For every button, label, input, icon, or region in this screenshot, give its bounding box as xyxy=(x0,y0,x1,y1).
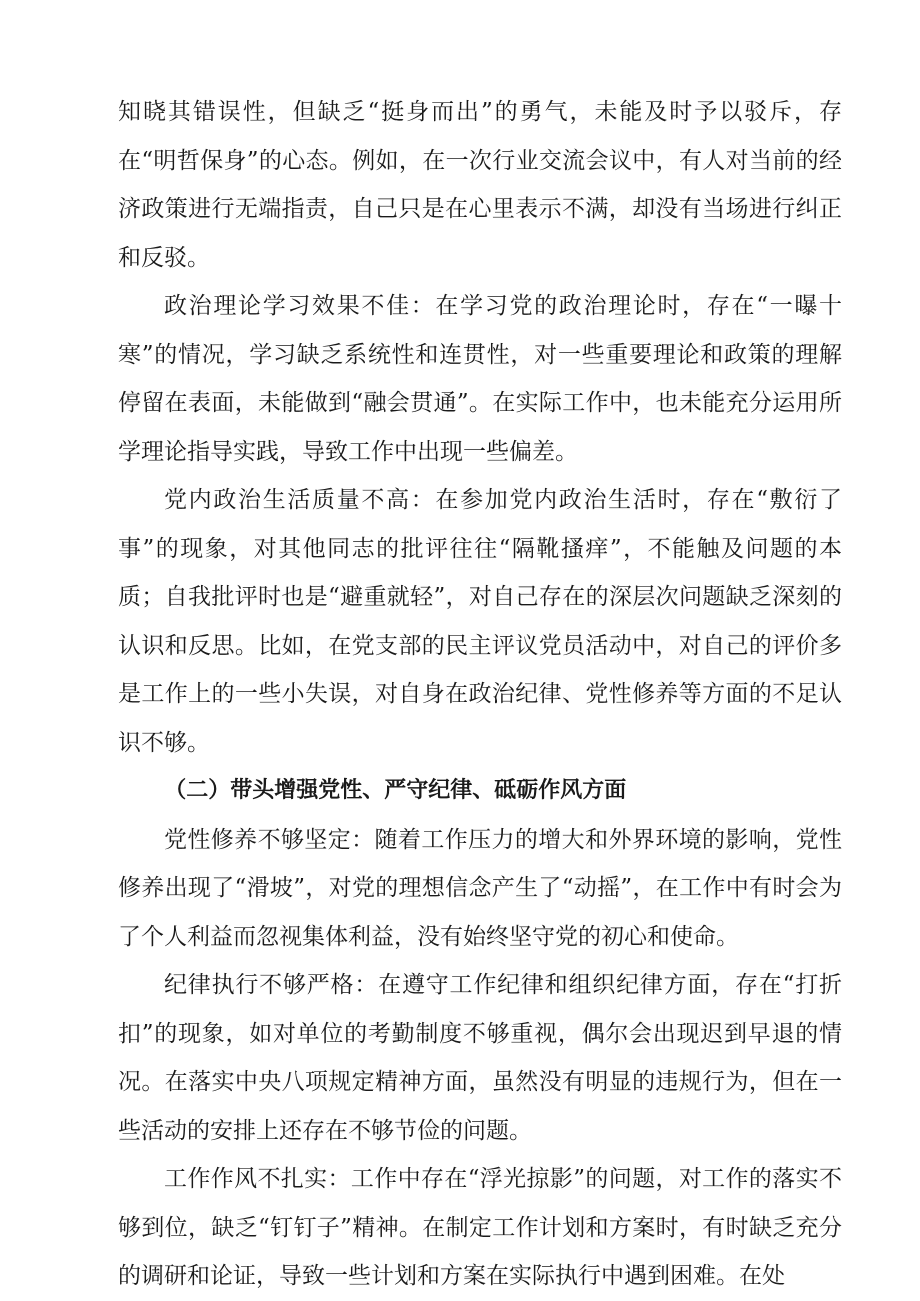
paragraph-continuation: 知晓其错误性，但缺乏“挺身而出”的勇气，未能及时予以驳斥，存在“明哲保身”的心态。例如，在一次行业交流会议中，有人对当前的经济政策进行无端指责，自己只是在心里表示不满，却没有当场进行纠正和反驳。 xyxy=(118,99,842,271)
section-heading: （二）带头增强党性、严守纪律、砥砺作风方面 xyxy=(164,778,627,803)
paragraph-work-style: 工作作风不扎实：工作中存在“浮光掠影”的问题，对工作的落实不够到位，缺乏“钉钉子”精神。在制定工作计划和方案时，有时缺乏充分的调研和论证，导致一些计划和方案在实际执行中遇到困难。在处 xyxy=(118,1166,842,1289)
document-body xyxy=(118,88,842,1301)
paragraph-party-political-life: 党内政治生活质量不高：在参加党内政治生活时，存在“敷衍了事”的现象，对其他同志的批评往往“隔靴搔痒”，不能触及问题的本质；自我批评时也是“避重就轻”，对自己存在的深层次问题缺乏深刻的认识和反思。比如，在党支部的民主评议党员活动中，对自己的评价多是工作上的一些小失误，对自身在政治纪律、党性修养等方面的不足认识不够。 xyxy=(118,487,842,756)
paragraph-party-spirit: 党性修养不够坚定：随着工作压力的增大和外界环境的影响，党性修养出现了“滑坡”，对党的理想信念产生了“动摇”，在工作中有时会为了个人利益而忽视集体利益，没有始终坚守党的初心和使命。 xyxy=(118,826,842,950)
paragraph-political-theory-study: 政治理论学习效果不佳：在学习党的政治理论时，存在“一曝十寒”的情况，学习缺乏系统性和连贯性，对一些重要理论和政策的理解停留在表面，未能做到“融会贯通”。在实际工作中，也未能充分运用所学理论指导实践，导致工作中出现一些偏差。 xyxy=(118,293,842,465)
paragraph-discipline-enforcement: 纪律执行不够严格：在遵守工作纪律和组织纪律方面，存在“打折扣”的现象，如对单位的考勤制度不够重视，偶尔会出现迟到早退的情况。在落实中央八项规定精神方面，虽然没有明显的违规行为，但在一些活动的安排上还存在不够节俭的问题。 xyxy=(118,972,842,1144)
